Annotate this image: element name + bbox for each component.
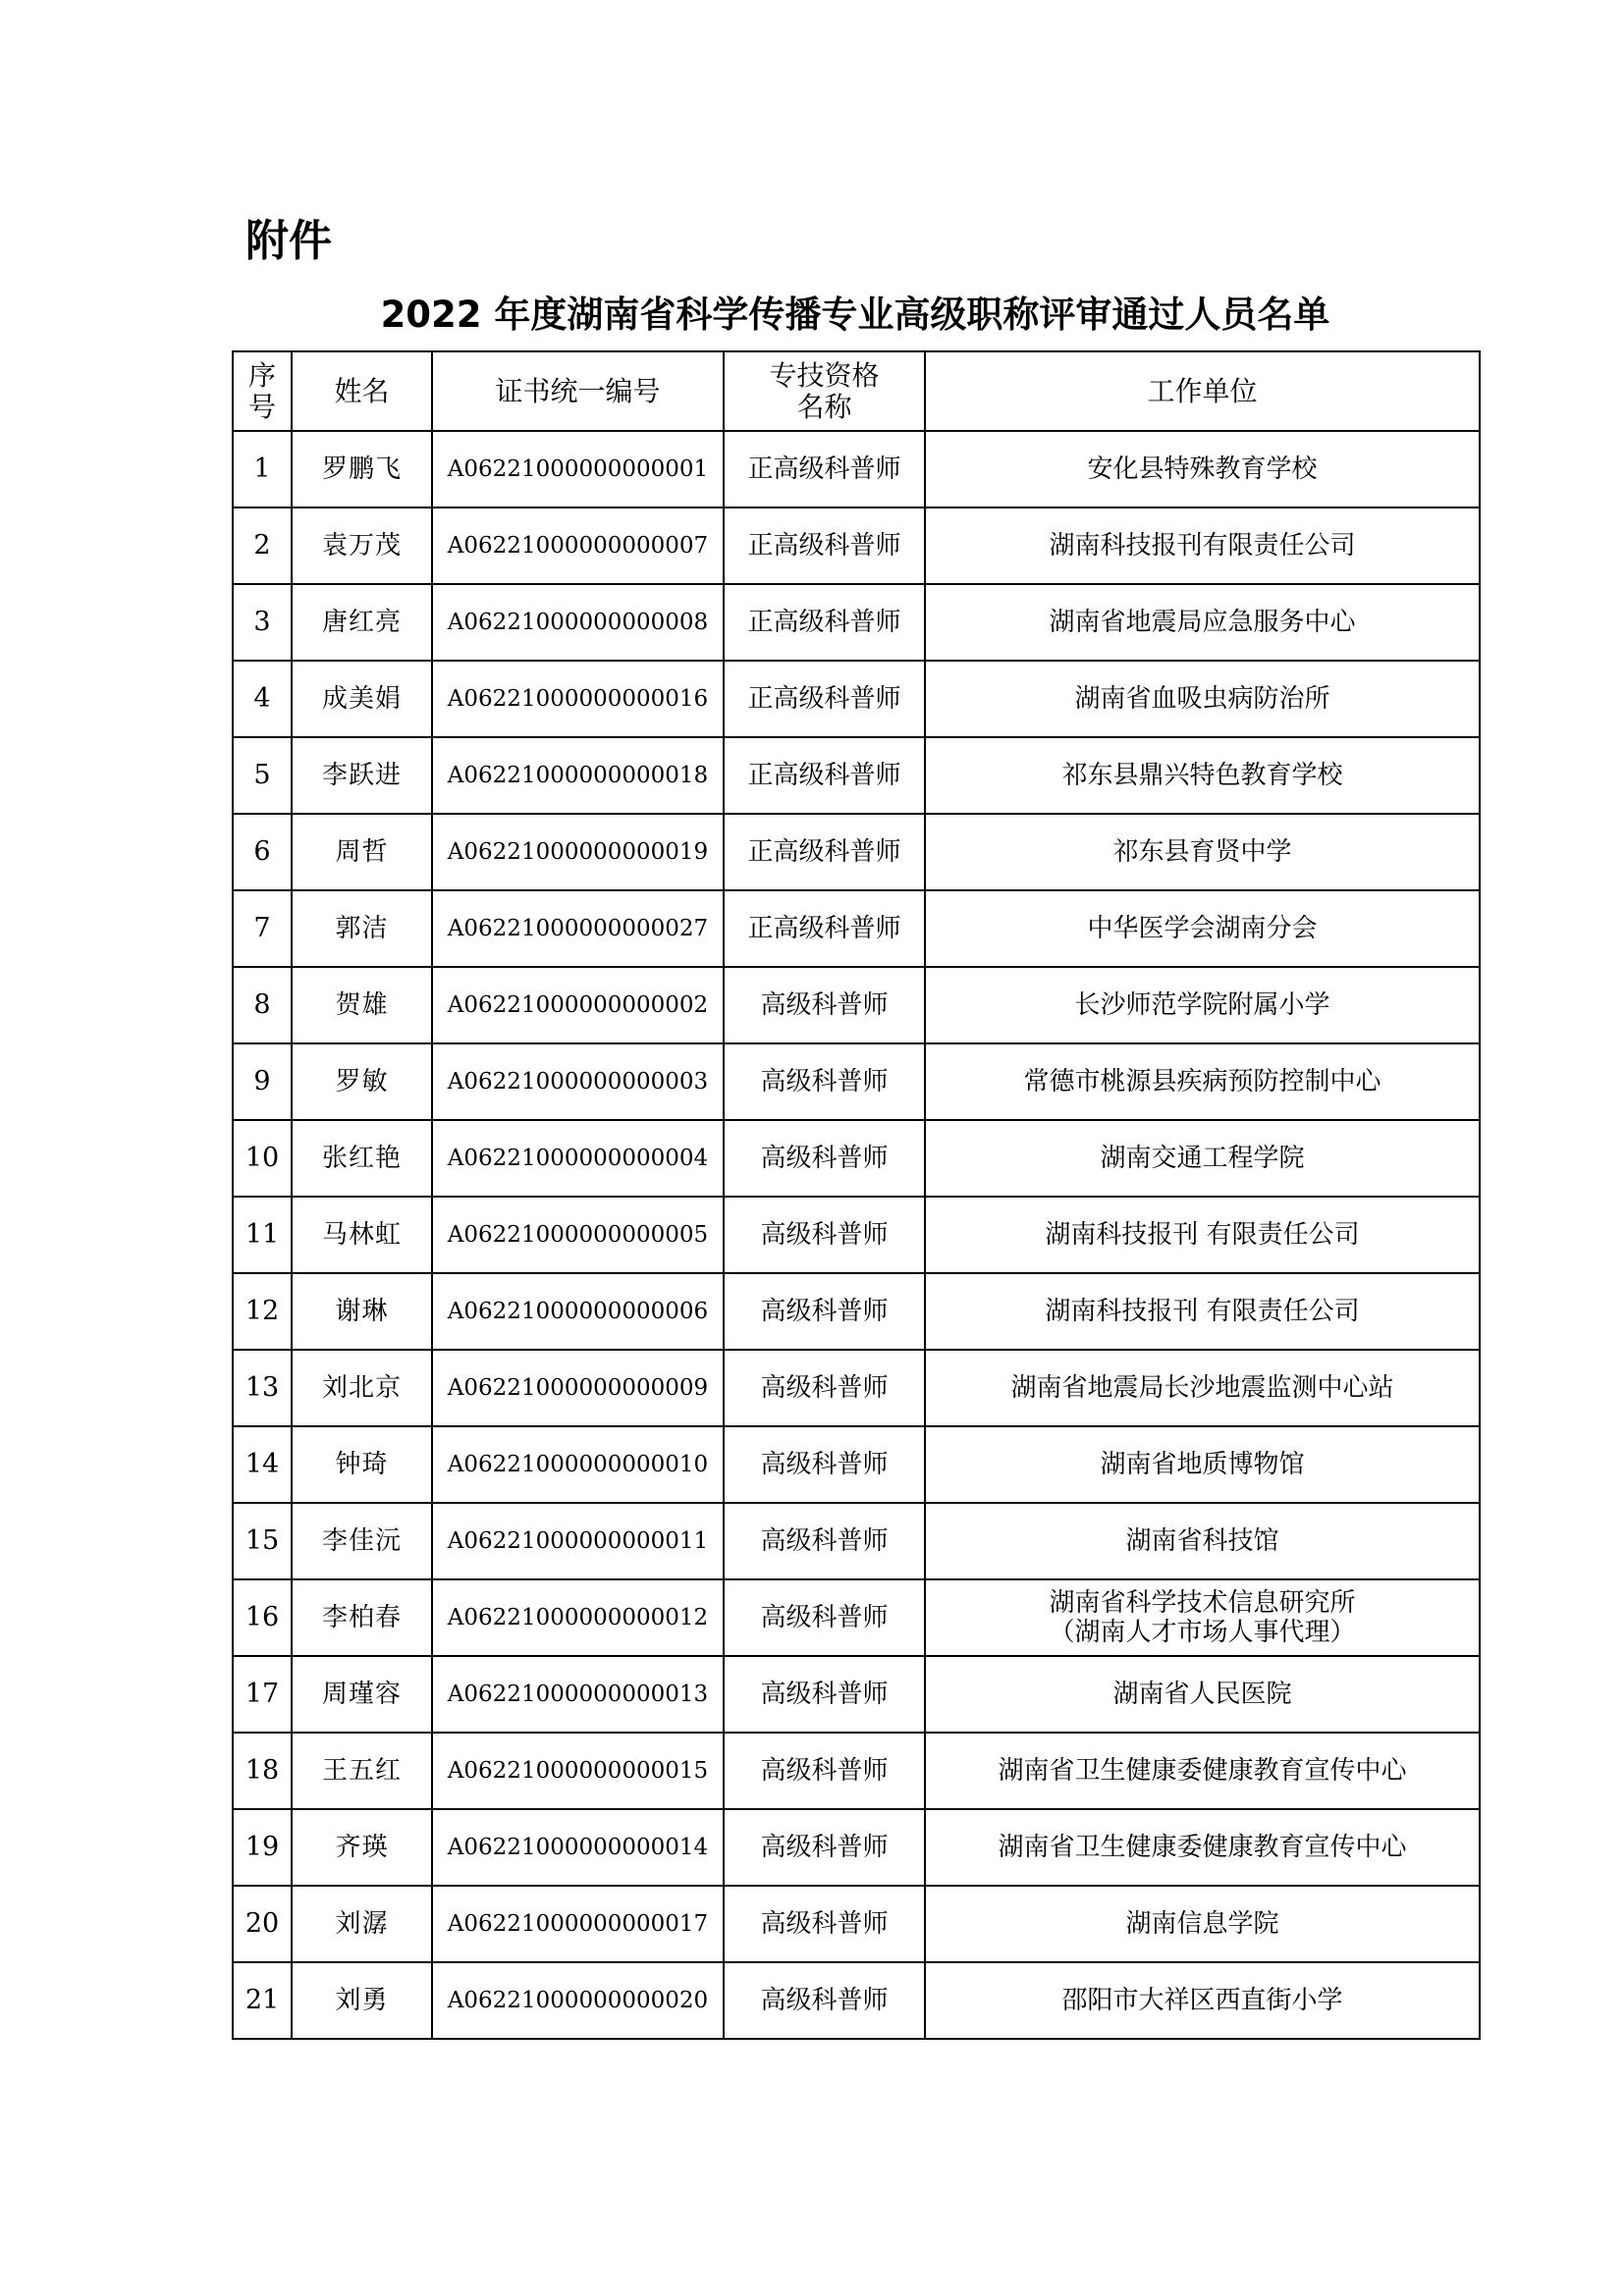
certificate-number: A06221000000000013 [432,1656,724,1733]
work-unit-line: （湖南人才市场人事代理） [1049,1618,1356,1647]
work-unit [925,1809,1480,1886]
work-unit [925,814,1480,890]
row-number: 15 [233,1503,292,1579]
work-unit-line: 湖南信息学院 [1125,1909,1279,1939]
qualification-name: 高级科普师 [724,1579,925,1656]
person-name: 唐红亮 [292,584,432,661]
work-unit-line: 中华医学会湖南分会 [1087,914,1318,943]
work-unit-line: 湖南省科技馆 [1125,1526,1279,1556]
qualification-name: 高级科普师 [724,1809,925,1886]
qualification-name: 正高级科普师 [724,584,925,661]
work-unit [925,661,1480,737]
qualification-name: 高级科普师 [724,1350,925,1426]
certificate-number: A06221000000000004 [432,1120,724,1197]
row-number: 21 [233,1962,292,2039]
personnel-table [232,350,1481,2040]
work-unit [925,507,1480,584]
work-unit [925,890,1480,967]
person-name: 李柏春 [292,1579,432,1656]
table-row [233,737,1480,814]
table-row [233,1043,1480,1120]
certificate-number: A06221000000000020 [432,1962,724,2039]
person-name: 罗敏 [292,1043,432,1120]
qualification-name: 正高级科普师 [724,814,925,890]
work-unit [925,1350,1480,1426]
work-unit-line: 湖南省人民医院 [1112,1680,1292,1709]
certificate-number: A06221000000000019 [432,814,724,890]
header-qual-line2: 名称 [796,390,852,423]
work-unit [925,1197,1480,1273]
work-unit-line: 祁东县育贤中学 [1112,837,1292,867]
table-row [233,1733,1480,1809]
qualification-name: 高级科普师 [724,1886,925,1962]
work-unit [925,584,1480,661]
work-unit [925,1426,1480,1503]
work-unit-line: 长沙师范学院附属小学 [1074,990,1330,1020]
row-number: 3 [233,584,292,661]
row-number: 1 [233,431,292,507]
table-header [233,351,1480,431]
work-unit [925,967,1480,1043]
row-number: 4 [233,661,292,737]
qualification-name: 高级科普师 [724,1043,925,1120]
person-name: 罗鹏飞 [292,431,432,507]
qualification-name: 正高级科普师 [724,431,925,507]
table-row [233,1656,1480,1733]
row-number: 10 [233,1120,292,1197]
table-row [233,584,1480,661]
person-name: 马林虹 [292,1197,432,1273]
certificate-number: A06221000000000018 [432,737,724,814]
work-unit-line: 祁东县鼎兴特色教育学校 [1061,761,1343,790]
qualification-name: 高级科普师 [724,1656,925,1733]
work-unit [925,1656,1480,1733]
row-number: 11 [233,1197,292,1273]
work-unit [925,431,1480,507]
certificate-number: A06221000000000014 [432,1809,724,1886]
person-name: 李佳沅 [292,1503,432,1579]
table-row [233,890,1480,967]
header-qual [724,351,925,431]
table-row [233,1809,1480,1886]
row-number: 12 [233,1273,292,1350]
row-number: 9 [233,1043,292,1120]
table-row [233,1350,1480,1426]
person-name: 张红艳 [292,1120,432,1197]
row-number: 20 [233,1886,292,1962]
work-unit-line: 邵阳市大祥区西直街小学 [1061,1986,1343,2015]
person-name: 王五红 [292,1733,432,1809]
row-number: 7 [233,890,292,967]
work-unit [925,1962,1480,2039]
person-name: 谢琳 [292,1273,432,1350]
work-unit-line: 湖南省地震局应急服务中心 [1049,608,1356,637]
header-seq-line2: 号 [247,390,276,423]
certificate-number: A06221000000000027 [432,890,724,967]
certificate-number: A06221000000000011 [432,1503,724,1579]
work-unit-line: 湖南省卫生健康委健康教育宣传中心 [998,1833,1407,1862]
work-unit-line: 湖南省地质博物馆 [1100,1450,1305,1479]
work-unit [925,1503,1480,1579]
qualification-name: 高级科普师 [724,1120,925,1197]
work-unit [925,1120,1480,1197]
certificate-number: A06221000000000001 [432,431,724,507]
person-name: 周瑾容 [292,1656,432,1733]
person-name: 李跃进 [292,737,432,814]
work-unit [925,1043,1480,1120]
row-number: 6 [233,814,292,890]
certificate-number: A06221000000000003 [432,1043,724,1120]
certificate-number: A06221000000000006 [432,1273,724,1350]
work-unit-line: 湖南科技报刊 有限责任公司 [1045,1297,1360,1326]
table-row [233,1273,1480,1350]
qualification-name: 正高级科普师 [724,661,925,737]
table-row [233,967,1480,1043]
header-unit: 工作单位 [925,351,1480,431]
header-seq-line1: 序 [247,358,276,392]
qualification-name: 高级科普师 [724,967,925,1043]
work-unit [925,737,1480,814]
person-name: 郭洁 [292,890,432,967]
table-row [233,1197,1480,1273]
certificate-number: A06221000000000002 [432,967,724,1043]
person-name: 钟琦 [292,1426,432,1503]
person-name: 刘潺 [292,1886,432,1962]
header-cert: 证书统一编号 [432,351,724,431]
work-unit-line: 安化县特殊教育学校 [1087,454,1318,484]
work-unit [925,1733,1480,1809]
table-row [233,1426,1480,1503]
work-unit [925,1886,1480,1962]
qualification-name: 高级科普师 [724,1197,925,1273]
person-name: 刘勇 [292,1962,432,2039]
header-name: 姓名 [292,351,432,431]
table-row [233,1579,1480,1656]
table-row [233,661,1480,737]
certificate-number: A06221000000000010 [432,1426,724,1503]
qualification-name: 高级科普师 [724,1273,925,1350]
row-number: 19 [233,1809,292,1886]
person-name: 袁万茂 [292,507,432,584]
row-number: 16 [233,1579,292,1656]
table-row [233,1120,1480,1197]
table-row [233,1962,1480,2039]
row-number: 13 [233,1350,292,1426]
work-unit-line: 湖南科技报刊 有限责任公司 [1045,1220,1360,1250]
document-title: 2022 年度湖南省科学传播专业高级职称评审通过人员名单 [380,294,1330,336]
header-qual-line1: 专技资格 [769,358,880,392]
row-number: 14 [233,1426,292,1503]
certificate-number: A06221000000000005 [432,1197,724,1273]
certificate-number: A06221000000000015 [432,1733,724,1809]
qualification-name: 正高级科普师 [724,737,925,814]
work-unit-line: 湖南科技报刊有限责任公司 [1049,531,1356,561]
work-unit [925,1273,1480,1350]
certificate-number: A06221000000000009 [432,1350,724,1426]
person-name: 贺雄 [292,967,432,1043]
table-row [233,431,1480,507]
person-name: 成美娟 [292,661,432,737]
person-name: 周哲 [292,814,432,890]
certificate-number: A06221000000000016 [432,661,724,737]
table-row [233,1503,1480,1579]
row-number: 17 [233,1656,292,1733]
qualification-name: 高级科普师 [724,1503,925,1579]
certificate-number: A06221000000000012 [432,1579,724,1656]
person-name: 齐瑛 [292,1809,432,1886]
row-number: 8 [233,967,292,1043]
table-row [233,507,1480,584]
work-unit-line: 湖南交通工程学院 [1100,1144,1305,1173]
qualification-name: 高级科普师 [724,1962,925,2039]
work-unit-line: 湖南省卫生健康委健康教育宣传中心 [998,1756,1407,1786]
work-unit-line: 湖南省科学技术信息研究所 [1049,1588,1356,1618]
header-row [233,351,1480,431]
row-number: 18 [233,1733,292,1809]
certificate-number: A06221000000000007 [432,507,724,584]
header-seq [233,351,292,431]
certificate-number: A06221000000000008 [432,584,724,661]
work-unit-line: 湖南省血吸虫病防治所 [1074,684,1330,714]
certificate-number: A06221000000000017 [432,1886,724,1962]
table-body [233,431,1480,2039]
qualification-name: 正高级科普师 [724,507,925,584]
table-row [233,814,1480,890]
row-number: 2 [233,507,292,584]
person-name: 刘北京 [292,1350,432,1426]
row-number: 5 [233,737,292,814]
qualification-name: 正高级科普师 [724,890,925,967]
qualification-name: 高级科普师 [724,1733,925,1809]
table-row [233,1886,1480,1962]
work-unit-line: 常德市桃源县疾病预防控制中心 [1023,1067,1381,1096]
work-unit-line: 湖南省地震局长沙地震监测中心站 [1010,1373,1394,1403]
work-unit [925,1579,1480,1656]
attachment-label: 附件 [245,216,332,266]
qualification-name: 高级科普师 [724,1426,925,1503]
